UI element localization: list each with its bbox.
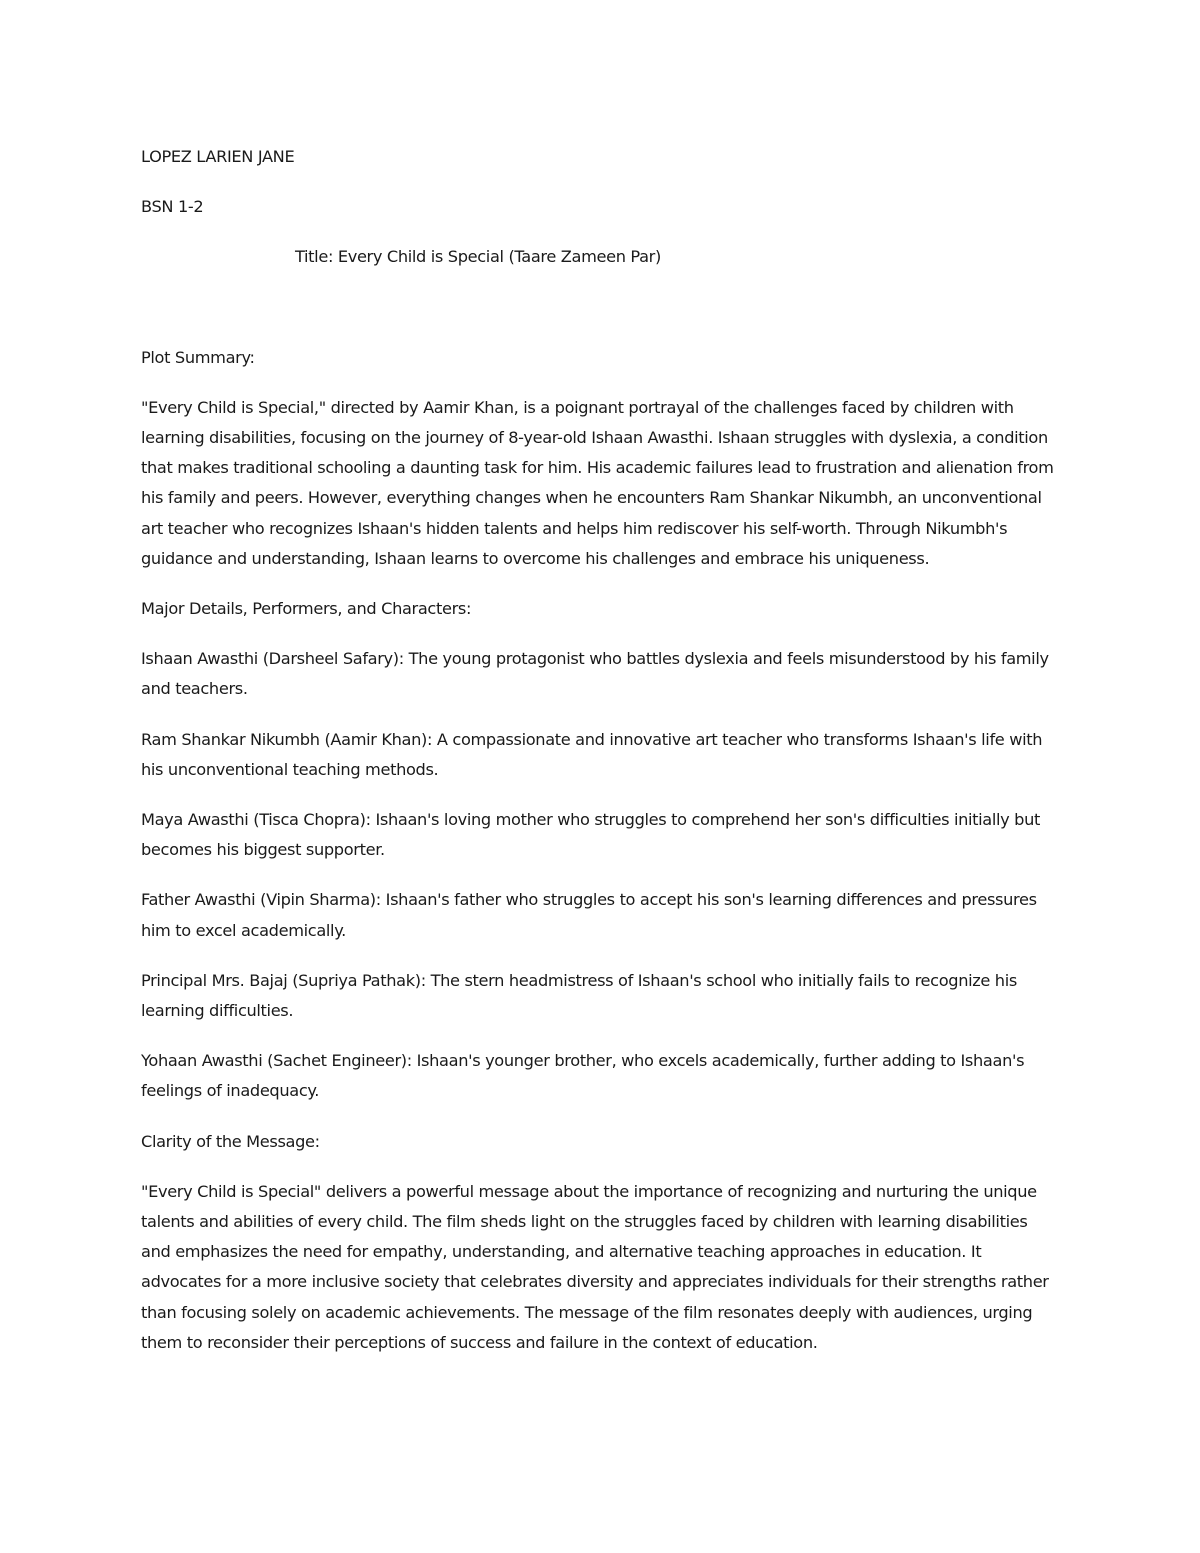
major-details-heading: Major Details, Performers, and Characters: xyxy=(141,599,472,619)
character-nikumbh: Ram Shankar Nikumbh (Aamir Khan): A compassionate and innovative art teacher who transforms Ishaan's life with his unconventional teaching methods. xyxy=(141,729,1043,779)
character-father: Father Awasthi (Vipin Sharma): Ishaan's father who struggles to accept his son's learning differences and pressures him to excel academically. xyxy=(141,890,1037,940)
clarity-heading: Clarity of the Message: xyxy=(141,1131,320,1151)
document-body xyxy=(141,142,1061,1378)
character-ishaan: Ishaan Awasthi (Darsheel Safary): The young protagonist who battles dyslexia and feels misunderstood by his family and teachers. xyxy=(141,649,1049,699)
clarity-paragraph: "Every Child is Special" delivers a powerful message about the importance of recognizing and nurturing the unique talents and abilities of every child. The film sheds light on the struggles faced by children with learning disabilities and emphasizes the need for empathy, understanding, and alternative teaching approaches in education. It advocates for a more inclusive society that celebrates diversity and appreciates individuals for their strengths rather than focusing solely on academic achievements. The message of the film resonates deeply with audiences, urging them to reconsider their perceptions of success and failure in the context of education. xyxy=(141,1181,1049,1352)
plot-summary-heading: Plot Summary: xyxy=(141,347,255,367)
author-name: LOPEZ LARIEN JANE xyxy=(141,147,295,166)
plot-summary-paragraph: "Every Child is Special," directed by Aamir Khan, is a poignant portrayal of the challenges faced by children with learning disabilities, focusing on the journey of 8-year-old Ishaan Awasthi. Ishaan struggles with dyslexia, a condition that makes traditional schooling a daunting task for him. His academic failures lead to frustration and alienation from his family and peers. However, everything changes when he encounters Ram Shankar Nikumbh, an unconventional art teacher who recognizes Ishaan's hidden talents and helps him rediscover his self-worth. Through Nikumbh's guidance and understanding, Ishaan learns to overcome his challenges and embrace his uniqueness. xyxy=(141,397,1054,568)
character-principal: Principal Mrs. Bajaj (Supriya Pathak): The stern headmistress of Ishaan's school who initially fails to recognize his learning difficulties. xyxy=(141,970,1017,1021)
course-section: BSN 1-2 xyxy=(141,197,204,217)
document-title: Title: Every Child is Special (Taare Zameen Par) xyxy=(295,247,661,267)
character-maya: Maya Awasthi (Tisca Chopra): Ishaan's loving mother who struggles to comprehend her son's difficulties initially but becomes his biggest supporter. xyxy=(141,810,1041,860)
character-yohaan: Yohaan Awasthi (Sachet Engineer): Ishaan's younger brother, who excels academically, further adding to Ishaan's feelings of inadequacy. xyxy=(141,1051,1025,1101)
